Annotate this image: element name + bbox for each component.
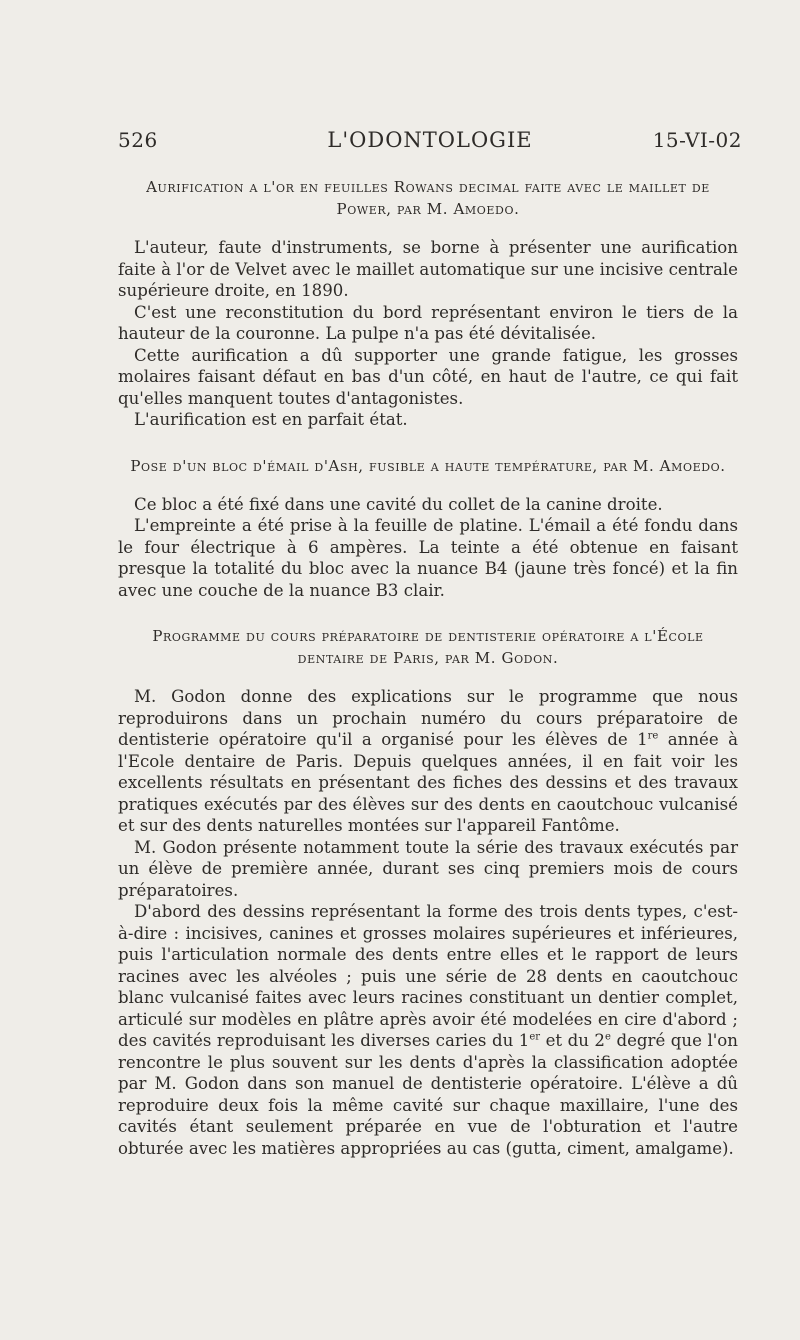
paragraph: Cette aurification a dû supporter une grande fatigue, les grosses molaires faisant défaut en bas d'un côté, en haut de l'autre, ce qui fait qu'elles manquent toutes d'antagonistes.	[118, 345, 738, 408]
paragraph: L'auteur, faute d'instruments, se borne à présenter une aurification faite à l'or de Velvet avec le maillet automatique sur une incisive centrale supérieure droite, en 1890.	[118, 238, 738, 300]
paragraph: M. Godon présente notamment toute la série des travaux exécutés par un élève de première année, durant ses cinq premiers mois de cours préparatoires.	[118, 837, 738, 900]
section-title-programme: Programme du cours préparatoire de dentisterie opératoire a l'École dentaire de Paris, par M. Godon.	[152, 627, 704, 667]
page-number: 526	[118, 128, 158, 152]
paragraph: Ce bloc a été fixé dans une cavité du collet de la canine droite.	[134, 494, 663, 514]
issue-date: 15-VI-02	[652, 128, 742, 152]
section-title-aurification: Aurification a l'or en feuilles Rowans decimal faite avec le maillet de Power, par M. Amoedo.	[146, 178, 710, 218]
ordinal-superscript: e	[605, 1031, 611, 1043]
section-title-bloc-email: Pose d'un bloc d'émail d'Ash, fusible a haute température, par M. Amoedo.	[130, 456, 726, 475]
ordinal-superscript: er	[529, 1031, 541, 1043]
ordinal-superscript: re	[647, 730, 659, 742]
journal-title: L'ODONTOLOGIE	[327, 128, 533, 152]
paragraph	[118, 901, 738, 1159]
article-body	[118, 176, 738, 1159]
paragraph	[118, 686, 738, 837]
paragraph-text: M. Godon donne des explications sur le programme que nous reproduirons dans un prochain numéro du cours préparatoire de dentisterie opératoire qu'il a organisé pour les élèves de 1	[118, 687, 738, 749]
paragraph-text: degré que l'on rencontre le plus souvent sur les dents d'après la classification adoptée par M. Godon dans son manuel de dentisterie opératoire. L'élève a dû reproduire deux fois la même cavité sur chaque maxillaire, l'une des cavités étant seulement préparée en vue de l'obturation et l'autre obturée avec les matières appropriées au cas (gutta, ciment, amalgame).	[118, 1031, 738, 1158]
paragraph: L'empreinte a été prise à la feuille de platine. L'émail a été fondu dans le four électrique à 6 ampères. La teinte a été obtenue en faisant presque la totalité du bloc avec la nuance B4 (jaune très foncé) et la fin avec une couche de la nuance B3 clair.	[118, 516, 738, 600]
paragraph-text: et du 2	[540, 1031, 605, 1050]
paragraph-text: D'abord des dessins représentant la forme des trois dents types, c'est-à-dire : incisives, canines et grosses molaires supérieures et inférieures, puis l'articulation normale des dents entre elles et le rapport de leurs racines avec les alvéoles ; puis une série de 28 dents en caoutchouc blanc vulcanisé faites avec leurs racines constituant un dentier complet, articulé sur modèles en plâtre après avoir été modelées en cire d'abord ; des cavités reproduisant les diverses caries du 1	[118, 902, 738, 1050]
paragraph-text: année à l'Ecole dentaire de Paris. Depuis quelques années, il en fait voir les excellents résultats en présentant des fiches des dessins et des travaux pratiques exécutés par des élèves sur des dents en caoutchouc vulcanisé et sur des dents naturelles montées sur l'appareil Fantôme.	[118, 730, 738, 835]
paragraph: C'est une reconstitution du bord représentant environ le tiers de la hauteur de la couronne. La pulpe n'a pas été dévitalisée.	[118, 302, 738, 343]
running-header	[118, 128, 742, 158]
paragraph: L'aurification est en parfait état.	[134, 410, 408, 429]
